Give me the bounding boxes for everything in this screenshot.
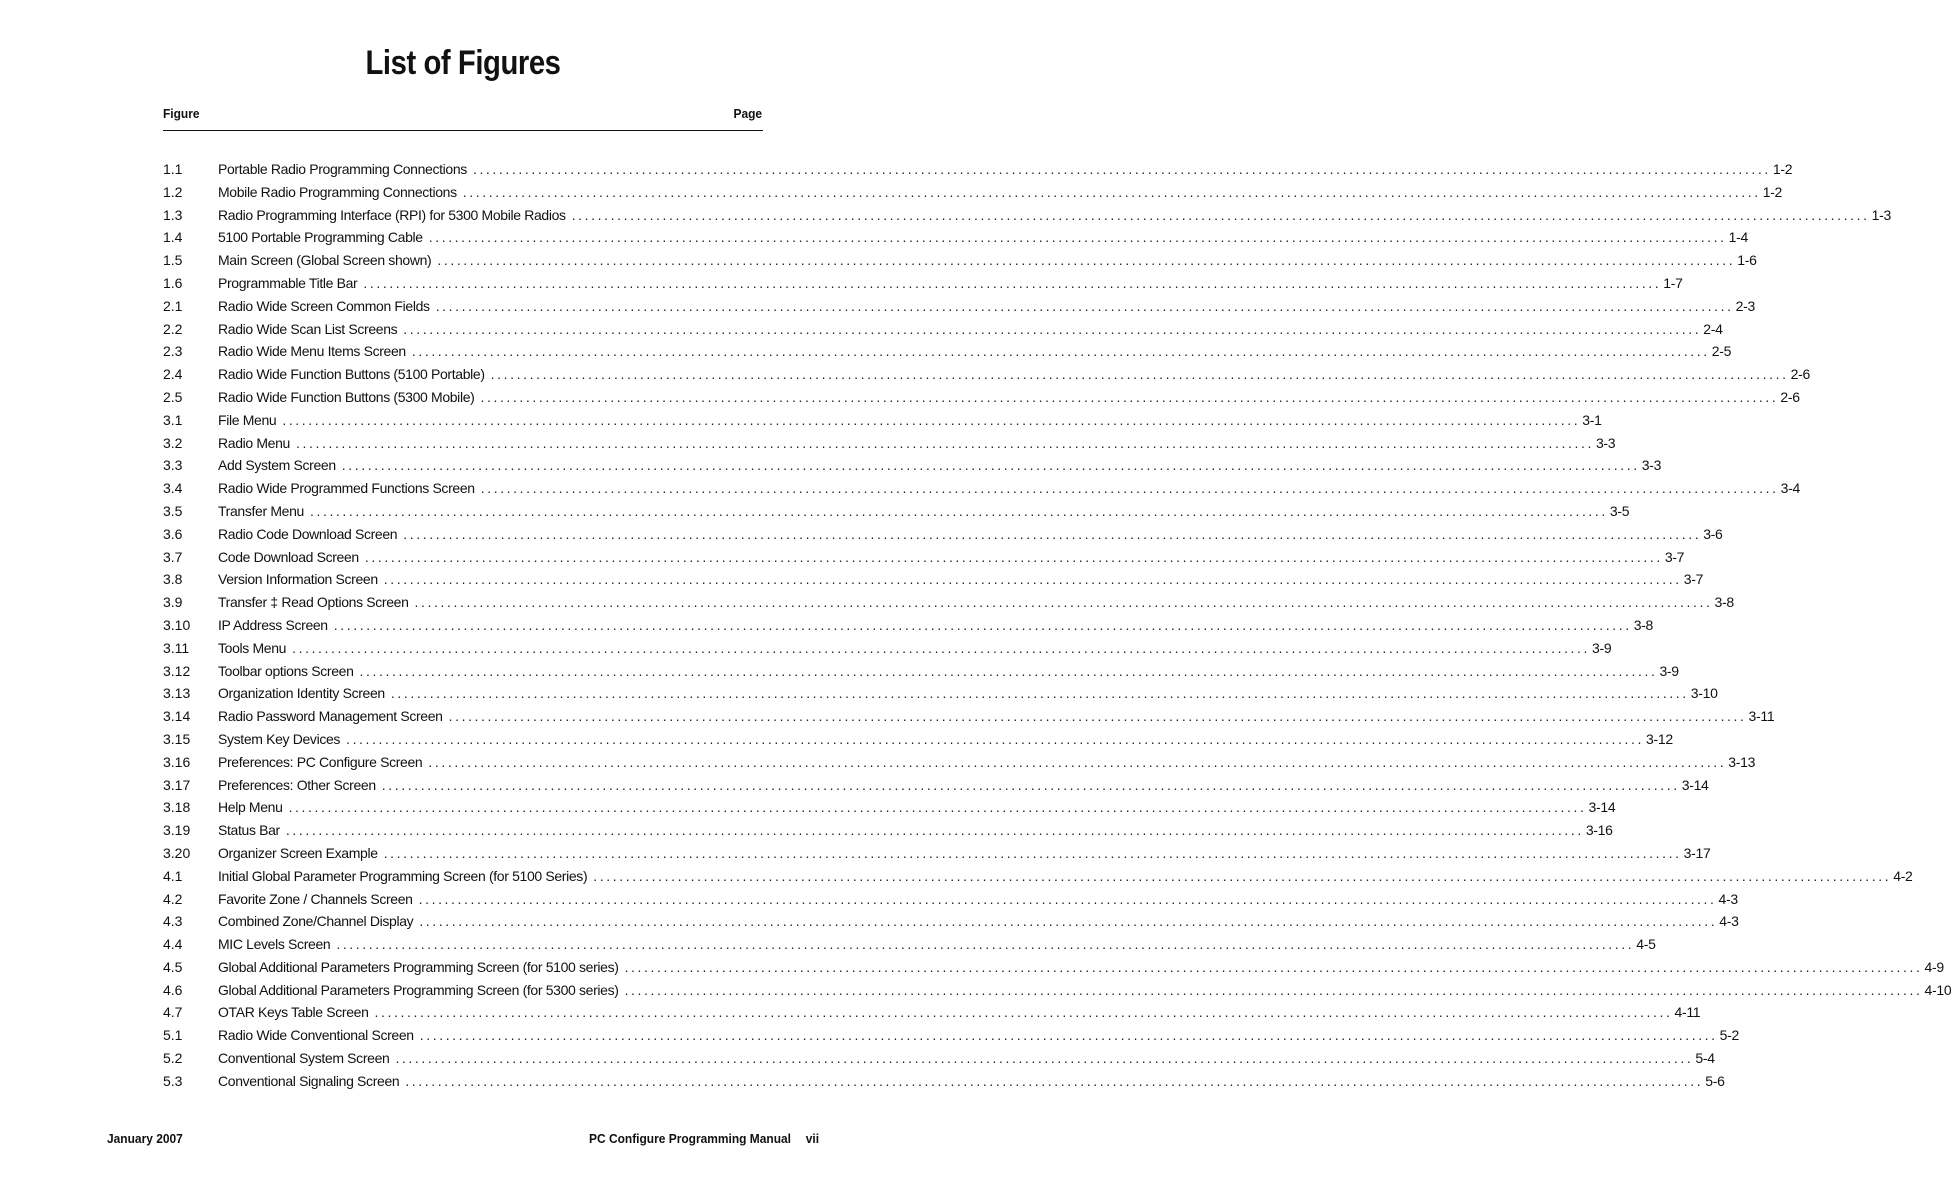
dot-leader: ........................................................................................................................................................................................................ — [336, 936, 1635, 953]
figure-page: 5-4 — [1695, 1050, 1715, 1067]
page-column-header: Page — [733, 106, 762, 121]
figure-title: Mobile Radio Programming Connections — [218, 183, 457, 200]
figure-page: 2-5 — [1711, 343, 1732, 360]
figure-entry — [163, 660, 1679, 683]
figure-title: Radio Password Management Screen — [218, 708, 443, 725]
figure-entry — [163, 546, 1685, 569]
figure-column-header: Figure — [163, 106, 200, 121]
figure-entry — [163, 956, 1944, 979]
figure-number: 1.3 — [163, 206, 183, 223]
figure-title: Radio Wide Menu Items Screen — [218, 343, 406, 360]
figure-title: Main Screen (Global Screen shown) — [218, 252, 432, 269]
figure-page: 3-3 — [1595, 434, 1616, 451]
figure-page: 2-6 — [1790, 366, 1810, 383]
figure-entry — [163, 842, 1711, 865]
figure-title: Version Information Screen — [218, 571, 378, 588]
figure-title: Help Menu — [218, 799, 283, 816]
figure-entry — [163, 1001, 1701, 1024]
figure-title: Status Bar — [218, 822, 280, 839]
figure-page: 3-9 — [1659, 662, 1679, 679]
figure-page: 3-9 — [1592, 639, 1612, 656]
figure-number: 3.1 — [163, 411, 183, 428]
figure-title: Combined Zone/Channel Display — [218, 913, 414, 930]
figure-entry — [163, 523, 1723, 546]
dot-leader: ........................................................................................................................................................................................................ — [428, 229, 1727, 246]
figure-number: 2.5 — [163, 388, 183, 405]
dot-leader: ........................................................................................................................................................................................................ — [414, 594, 1713, 611]
figure-number: 4.7 — [163, 1004, 183, 1021]
dot-leader: ........................................................................................................................................................................................................ — [309, 502, 1608, 519]
figure-title: System Key Devices — [218, 730, 341, 747]
figure-number: 4.3 — [163, 913, 183, 930]
dot-leader: ........................................................................................................................................................................................................ — [593, 867, 1892, 884]
dot-leader: ........................................................................................................................................................................................................ — [624, 981, 1923, 998]
figure-number: 5.3 — [163, 1072, 183, 1089]
figure-entry — [163, 318, 1723, 341]
figure-number: 3.17 — [163, 776, 191, 793]
figure-entry — [163, 249, 1757, 272]
figure-number: 3.5 — [163, 502, 183, 519]
figure-page: 3-10 — [1690, 685, 1718, 702]
figure-page: 3-14 — [1588, 799, 1616, 816]
figure-entry — [163, 204, 1891, 227]
figure-page: 4-2 — [1893, 867, 1913, 884]
dot-leader: ........................................................................................................................................................................................................ — [472, 161, 1771, 177]
figure-number: 2.4 — [163, 366, 183, 383]
figure-number: 4.2 — [163, 890, 183, 907]
figure-page: 5-2 — [1719, 1027, 1740, 1044]
figure-entry — [163, 865, 1913, 888]
figure-page: 3-12 — [1646, 730, 1673, 747]
figure-page: 4-3 — [1719, 913, 1739, 930]
figure-page: 3-16 — [1585, 822, 1613, 839]
figure-number: 3.8 — [163, 571, 183, 588]
figure-entry — [163, 386, 1800, 409]
figure-number: 3.11 — [163, 639, 190, 656]
figure-number: 3.6 — [163, 525, 183, 542]
figure-page: 1-7 — [1663, 274, 1683, 291]
dot-leader: ........................................................................................................................................................................................................ — [448, 708, 1747, 725]
figure-page: 3-4 — [1780, 480, 1800, 497]
dot-leader: ........................................................................................................................................................................................................ — [390, 685, 1689, 702]
dot-leader: ........................................................................................................................................................................................................ — [405, 1072, 1704, 1089]
figure-number: 3.2 — [163, 434, 183, 451]
figure-page: 3-8 — [1714, 594, 1734, 611]
dot-leader: ........................................................................................................................................................................................................ — [359, 662, 1658, 679]
dot-leader: ........................................................................................................................................................................................................ — [419, 1027, 1718, 1044]
figure-title: Radio Code Download Screen — [218, 525, 398, 542]
figure-title: Global Additional Parameters Programming Screen (for 5300 series) — [218, 981, 619, 998]
dot-leader: ........................................................................................................................................................................................................ — [346, 730, 1645, 747]
figure-entry — [163, 682, 1718, 705]
figure-title: IP Address Screen — [218, 616, 328, 633]
figure-title: Add System Screen — [218, 457, 336, 474]
figure-number: 3.13 — [163, 685, 191, 702]
figure-number: 3.7 — [163, 548, 183, 565]
figure-page: 3-7 — [1683, 571, 1704, 588]
figure-page: 3-5 — [1609, 502, 1630, 519]
figure-entry — [163, 819, 1613, 842]
figure-entry — [163, 614, 1654, 637]
figure-title: Organization Identity Screen — [218, 685, 385, 702]
figure-title: Programmable Title Bar — [218, 274, 358, 291]
figure-title: Radio Wide Function Buttons (5300 Mobile) — [218, 388, 475, 405]
figure-page: 3-8 — [1633, 616, 1654, 633]
figure-title: Conventional System Screen — [218, 1050, 390, 1067]
dot-leader: ........................................................................................................................................................................................................ — [419, 913, 1718, 930]
figure-page: 3-3 — [1641, 457, 1662, 474]
figure-page: 3-6 — [1703, 525, 1723, 542]
figure-entry — [163, 158, 1793, 181]
dot-leader: ........................................................................................................................................................................................................ — [288, 799, 1587, 816]
dot-leader: ........................................................................................................................................................................................................ — [292, 639, 1591, 656]
figure-number: 1.4 — [163, 229, 183, 246]
dot-leader: ........................................................................................................................................................................................................ — [480, 388, 1779, 405]
figure-number: 4.5 — [163, 958, 183, 975]
figure-entry — [163, 1047, 1715, 1070]
figure-number: 1.6 — [163, 274, 183, 291]
figure-title: 5100 Portable Programming Cable — [218, 229, 423, 246]
figure-title: Favorite Zone / Channels Screen — [218, 890, 413, 907]
figure-number: 3.14 — [163, 708, 191, 725]
dot-leader: ........................................................................................................................................................................................................ — [571, 206, 1870, 223]
page-title: List of Figures — [365, 44, 561, 82]
figure-entry — [163, 340, 1732, 363]
figure-title: Conventional Signaling Screen — [218, 1072, 400, 1089]
figure-page: 2-6 — [1780, 388, 1800, 405]
figure-number: 2.2 — [163, 320, 183, 337]
dot-leader: ........................................................................................................................................................................................................ — [411, 343, 1710, 360]
figure-entry — [163, 1070, 1725, 1093]
figure-page: 3-11 — [1748, 708, 1775, 725]
figure-number: 1.2 — [163, 183, 183, 200]
figure-number: 3.4 — [163, 480, 183, 497]
dot-leader: ........................................................................................................................................................................................................ — [383, 571, 1682, 588]
figure-entry — [163, 477, 1800, 500]
figure-entry — [163, 637, 1612, 660]
figure-title: Global Additional Parameters Programming Screen (for 5100 series) — [218, 958, 619, 975]
figure-page: 2-4 — [1703, 320, 1723, 337]
figure-entry — [163, 409, 1602, 432]
figure-entry — [163, 591, 1734, 614]
dot-leader: ........................................................................................................................................................................................................ — [435, 297, 1734, 314]
figure-page: 3-13 — [1728, 753, 1756, 770]
dot-leader: ........................................................................................................................................................................................................ — [364, 548, 1663, 565]
figure-title: Radio Wide Function Buttons (5100 Portable) — [218, 366, 485, 383]
figure-number: 3.10 — [163, 616, 191, 633]
dot-leader: ........................................................................................................................................................................................................ — [374, 1004, 1673, 1021]
figure-title: Preferences: PC Configure Screen — [218, 753, 423, 770]
figure-page: 1-2 — [1762, 183, 1783, 200]
figure-number: 3.3 — [163, 457, 183, 474]
figure-entry — [163, 432, 1616, 455]
figure-title: Radio Menu — [218, 434, 290, 451]
dot-leader: ........................................................................................................................................................................................................ — [381, 776, 1680, 793]
figure-page: 4-9 — [1924, 958, 1944, 975]
figure-page: 1-3 — [1871, 206, 1891, 223]
figure-title: Radio Programming Interface (RPI) for 5300 Mobile Radios — [218, 206, 566, 223]
figure-entry — [163, 181, 1783, 204]
figure-number: 1.5 — [163, 252, 183, 269]
dot-leader: ........................................................................................................................................................................................................ — [383, 844, 1682, 861]
figure-title: Radio Wide Scan List Screens — [218, 320, 398, 337]
figure-page: 4-5 — [1636, 936, 1656, 953]
dot-leader: ........................................................................................................................................................................................................ — [296, 434, 1594, 451]
figure-title: OTAR Keys Table Screen — [218, 1004, 369, 1021]
footer-date: January 2007 — [107, 1131, 183, 1146]
figure-title: Organizer Screen Example — [218, 844, 378, 861]
figure-page: 5-6 — [1705, 1072, 1725, 1089]
dot-leader: ........................................................................................................................................................................................................ — [403, 320, 1702, 337]
figure-page: 3-14 — [1681, 776, 1709, 793]
figure-entry — [163, 933, 1656, 956]
figure-entry — [163, 363, 1810, 386]
dot-leader: ........................................................................................................................................................................................................ — [480, 480, 1779, 497]
figure-entry — [163, 751, 1756, 774]
figure-page: 1-2 — [1772, 161, 1793, 177]
figure-title: Code Download Screen — [218, 548, 359, 565]
figure-number: 1.1 — [163, 161, 183, 177]
dot-leader: ........................................................................................................................................................................................................ — [333, 616, 1632, 633]
figure-number: 4.4 — [163, 936, 183, 953]
figure-number: 5.2 — [163, 1050, 183, 1067]
dot-leader: ........................................................................................................................................................................................................ — [395, 1050, 1694, 1067]
figure-number: 2.1 — [163, 297, 183, 314]
figure-number: 3.18 — [163, 799, 191, 816]
figure-entry — [163, 979, 1951, 1002]
header-rule — [163, 130, 763, 131]
figure-page: 1-4 — [1728, 229, 1748, 246]
figure-entry — [163, 272, 1683, 295]
figure-title: File Menu — [218, 411, 277, 428]
dot-leader: ........................................................................................................................................................................................................ — [490, 366, 1789, 383]
figure-entry — [163, 500, 1630, 523]
figure-number: 2.3 — [163, 343, 183, 360]
figure-number: 4.1 — [163, 867, 183, 884]
figure-page: 2-3 — [1735, 297, 1755, 314]
figure-number: 3.12 — [163, 662, 191, 679]
figure-title: Radio Wide Conventional Screen — [218, 1027, 414, 1044]
figure-title: Initial Global Parameter Programming Screen (for 5100 Series) — [218, 867, 588, 884]
figure-list — [163, 158, 1951, 1093]
figure-entry — [163, 796, 1616, 819]
figure-number: 3.19 — [163, 822, 191, 839]
dot-leader: ........................................................................................................................................................................................................ — [285, 822, 1584, 839]
figure-title: Tools Menu — [218, 639, 287, 656]
figure-number: 3.16 — [163, 753, 191, 770]
dot-leader: ........................................................................................................................................................................................................ — [428, 753, 1727, 770]
figure-title: Radio Wide Programmed Functions Screen — [218, 480, 475, 497]
figure-title: Toolbar options Screen — [218, 662, 354, 679]
figure-entry — [163, 910, 1739, 933]
figure-title: MIC Levels Screen — [218, 936, 331, 953]
figure-title: Transfer Menu — [218, 502, 304, 519]
figure-page: 4-10 — [1924, 981, 1951, 998]
figure-entry — [163, 568, 1704, 591]
dot-leader: ........................................................................................................................................................................................................ — [624, 958, 1923, 975]
figure-page: 1-6 — [1737, 252, 1757, 269]
figure-entry — [163, 728, 1673, 751]
figure-entry — [163, 705, 1775, 728]
footer-manual-title: PC Configure Programming Manual — [588, 1131, 791, 1146]
figure-entry — [163, 226, 1748, 249]
figure-number: 3.15 — [163, 730, 191, 747]
dot-leader: ........................................................................................................................................................................................................ — [363, 274, 1662, 291]
figure-page: 4-11 — [1674, 1004, 1701, 1021]
figure-entry — [163, 888, 1738, 911]
figure-title: Transfer ‡ Read Options Screen — [218, 594, 409, 611]
figure-number: 3.9 — [163, 594, 183, 611]
figure-title: Preferences: Other Screen — [218, 776, 376, 793]
dot-leader: ........................................................................................................................................................................................................ — [462, 183, 1761, 200]
dot-leader: ........................................................................................................................................................................................................ — [403, 525, 1702, 542]
dot-leader: ........................................................................................................................................................................................................ — [341, 457, 1640, 474]
figure-page: 3-7 — [1664, 548, 1685, 565]
dot-leader: ........................................................................................................................................................................................................ — [282, 411, 1581, 428]
figure-number: 3.20 — [163, 844, 191, 861]
figure-entry — [163, 1024, 1740, 1047]
dot-leader: ........................................................................................................................................................................................................ — [418, 890, 1717, 907]
footer-manual-info — [589, 1131, 819, 1146]
dot-leader: ........................................................................................................................................................................................................ — [437, 252, 1736, 269]
footer-page-number: vii — [805, 1131, 819, 1146]
figure-title: Radio Wide Screen Common Fields — [218, 297, 430, 314]
figure-entry — [163, 295, 1755, 318]
figure-number: 4.6 — [163, 981, 183, 998]
figure-page: 3-17 — [1683, 844, 1711, 861]
figure-title: Portable Radio Programming Connections — [218, 161, 467, 177]
figure-entry — [163, 774, 1709, 797]
figure-page: 3-1 — [1582, 411, 1602, 428]
figure-entry — [163, 454, 1662, 477]
figure-number: 5.1 — [163, 1027, 183, 1044]
figure-page: 4-3 — [1718, 890, 1738, 907]
